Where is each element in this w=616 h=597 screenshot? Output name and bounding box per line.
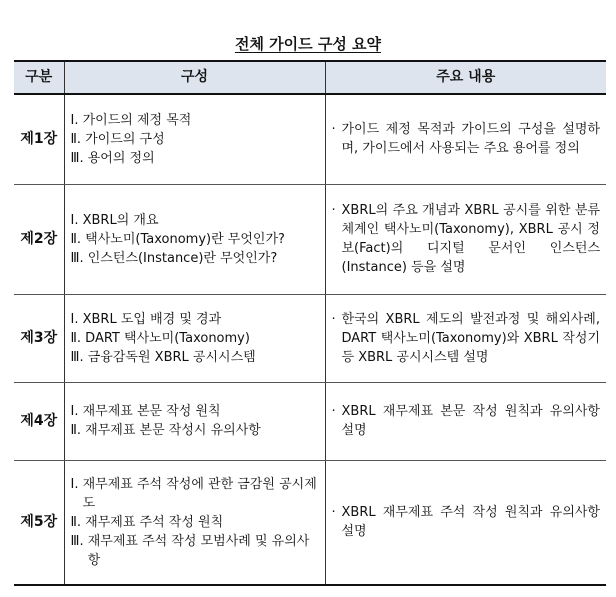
table-row: [14, 94, 606, 184]
content-cell: [325, 460, 606, 585]
guide-summary-table: [14, 60, 606, 586]
table-body: [14, 94, 606, 585]
chapter-cell: 제1장: [14, 94, 64, 184]
roman-numeral: Ⅱ.: [70, 423, 86, 438]
description: [332, 402, 601, 440]
chapter-cell: 제2장: [14, 184, 64, 294]
description-text: 가이드 제정 목적과 가이드의 구성을 설명하며, 가이드에서 사용되는 주요 용어를 정의: [341, 122, 600, 157]
composition-item-text: 택사노미(Taxonomy)란 무엇인가?: [85, 231, 285, 247]
roman-numeral: Ⅰ.: [70, 311, 83, 327]
composition-item-text: 재무제표 본문 작성시 유의사항: [85, 423, 261, 438]
description: [332, 201, 601, 277]
chapter-cell: 제4장: [14, 382, 64, 460]
roman-numeral: Ⅰ.: [70, 476, 83, 492]
composition-item-text: 가이드의 구성: [85, 131, 165, 147]
composition-item-text: XBRL의 개요: [82, 212, 159, 228]
content-cell: [325, 382, 606, 460]
composition-item: [71, 111, 319, 130]
composition-item-text: 재무제표 주석 작성 원칙: [85, 514, 224, 530]
description: [332, 310, 601, 367]
table-row: [14, 460, 606, 585]
composition-item: [71, 211, 319, 230]
composition-item-text: 재무제표 주석 작성에 관한 금감원 공시제도: [82, 476, 317, 511]
composition-item: [71, 130, 319, 149]
description: [332, 503, 601, 541]
header-composition: 구성: [64, 61, 325, 94]
bullet-icon: ·: [331, 203, 336, 218]
table-row: [14, 382, 606, 460]
composition-cell: [64, 382, 325, 460]
composition-item: [71, 249, 319, 268]
roman-numeral: Ⅱ.: [70, 330, 86, 346]
description-text: XBRL 재무제표 주석 작성 원칙과 유의사항 설명: [341, 505, 600, 540]
table-row: [14, 294, 606, 382]
roman-numeral: Ⅲ.: [70, 349, 88, 365]
composition-item: [71, 532, 319, 570]
roman-numeral: Ⅲ.: [70, 250, 88, 266]
roman-numeral: Ⅲ.: [70, 533, 88, 549]
document-title-text: 전체 가이드 구성 요약: [234, 35, 382, 53]
description-text: XBRL의 주요 개념과 XBRL 공시를 위한 분류체계인 택사노미(Taxonomy), XBRL 공시 정보(Fact)의 디지털 문서인 인스턴스(Instance) 등을 설명: [341, 203, 600, 275]
composition-item: [71, 230, 319, 249]
composition-item: [71, 329, 319, 348]
bullet-icon: ·: [331, 404, 336, 419]
composition-cell: [64, 460, 325, 585]
bullet-icon: ·: [331, 505, 336, 521]
composition-item-text: 재무제표 주석 작성 모범사례 및 유의사항: [87, 533, 310, 568]
roman-numeral: Ⅱ.: [70, 231, 86, 247]
composition-item-text: 용어의 정의: [87, 150, 155, 166]
roman-numeral: Ⅰ.: [70, 112, 83, 128]
composition-item: [71, 402, 319, 421]
description: [332, 120, 601, 158]
composition-item-text: DART 택사노미(Taxonomy): [85, 330, 250, 346]
content-cell: [325, 184, 606, 294]
table-header-row: [14, 61, 606, 94]
composition-item: [71, 421, 319, 440]
composition-item-text: XBRL 도입 배경 및 경과: [82, 311, 222, 327]
chapter-cell: 제3장: [14, 294, 64, 382]
bullet-icon: ·: [331, 122, 336, 138]
header-content: 주요 내용: [325, 61, 606, 94]
table-row: [14, 184, 606, 294]
bullet-icon: ·: [331, 311, 336, 327]
content-cell: [325, 294, 606, 382]
composition-item: [71, 348, 319, 367]
composition-item-text: 금융감독원 XBRL 공시시스템: [87, 349, 256, 365]
composition-cell: [64, 94, 325, 184]
composition-item: [71, 310, 319, 329]
composition-item-text: 인스턴스(Instance)란 무엇인가?: [87, 250, 278, 266]
composition-cell: [64, 184, 325, 294]
roman-numeral: Ⅱ.: [70, 514, 86, 530]
header-category: 구분: [14, 61, 64, 94]
composition-item: [71, 513, 319, 532]
roman-numeral: Ⅲ.: [70, 150, 88, 166]
description-text: XBRL 재무제표 본문 작성 원칙과 유의사항 설명: [341, 404, 600, 438]
composition-cell: [64, 294, 325, 382]
roman-numeral: Ⅱ.: [70, 131, 86, 147]
composition-item-text: 재무제표 본문 작성 원칙: [82, 404, 221, 419]
roman-numeral: Ⅰ.: [70, 404, 83, 419]
chapter-cell: 제5장: [14, 460, 64, 585]
document-title: [0, 33, 616, 54]
roman-numeral: Ⅰ.: [70, 212, 83, 228]
composition-item-text: 가이드의 제정 목적: [82, 112, 192, 128]
description-text: 한국의 XBRL 제도의 발전과정 및 해외사례, DART 택사노미(Taxonomy)와 XBRL 작성기 등 XBRL 공시시스템 설명: [341, 311, 600, 365]
composition-item: [71, 149, 319, 168]
content-cell: [325, 94, 606, 184]
composition-item: [71, 475, 319, 513]
